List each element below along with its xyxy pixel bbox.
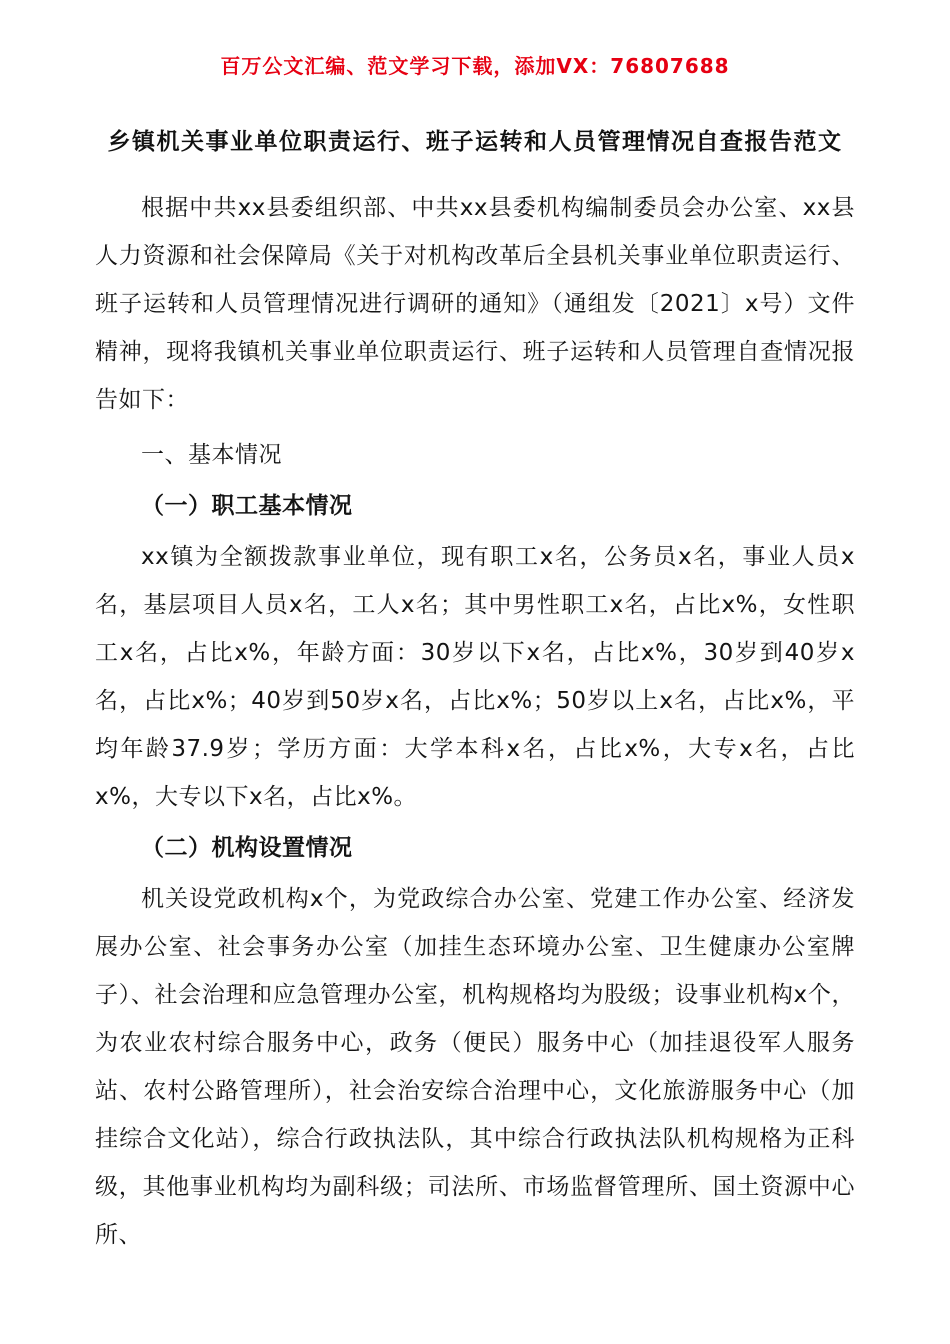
paragraph-staff-details: xx镇为全额拨款事业单位，现有职工x名，公务员x名，事业人员x名，基层项目人员x名，工人x名；其中男性职工x名，占比x%，女性职工x名，占比x%，年龄方面：30岁以下x名，占比x%，30岁到40岁x名，占比x%；40岁到50岁x名，占比x%；50岁以上x名，占比x%，平均年龄37.9岁；学历方面：大学本科x名，占比x%，大专x名，占比x%，大专以下x名，占比x%。 (95, 544, 855, 810)
section-heading-basic-info: 一、基本情况 (141, 442, 282, 468)
promo-header: 百万公文汇编、范文学习下载，添加VX：76807688 (220, 54, 730, 78)
subsection-heading-org-setup: （二）机构设置情况 (141, 835, 353, 861)
subsection-heading-staff-info: （一）职工基本情况 (141, 493, 353, 519)
document-title: 乡镇机关事业单位职责运行、班子运转和人员管理情况自查报告范文 (107, 129, 843, 155)
paragraph-org-details: 机关设党政机构x个，为党政综合办公室、党建工作办公室、经济发展办公室、社会事务办公室（加挂生态环境办公室、卫生健康办公室牌子）、社会治理和应急管理办公室，机构规格均为股级；设事业机构x个，为农业农村综合服务中心，政务（便民）服务中心（加挂退役军人服务站、农村公路管理所），社会治安综合治理中心，文化旅游服务中心（加挂综合文化站），综合行政执法队，其中综合行政执法队机构规格为正科级，其他事业机构均为副科级；司法所、市场监督管理所、国土资源中心所、 (95, 886, 855, 1248)
paragraph-intro: 根据中共xx县委组织部、中共xx县委机构编制委员会办公室、xx县人力资源和社会保障局《关于对机构改革后全县机关事业单位职责运行、班子运转和人员管理情况进行调研的通知》（通组发〔2021〕x号）文件精神，现将我镇机关事业单位职责运行、班子运转和人员管理自查情况报告如下： (95, 195, 855, 413)
